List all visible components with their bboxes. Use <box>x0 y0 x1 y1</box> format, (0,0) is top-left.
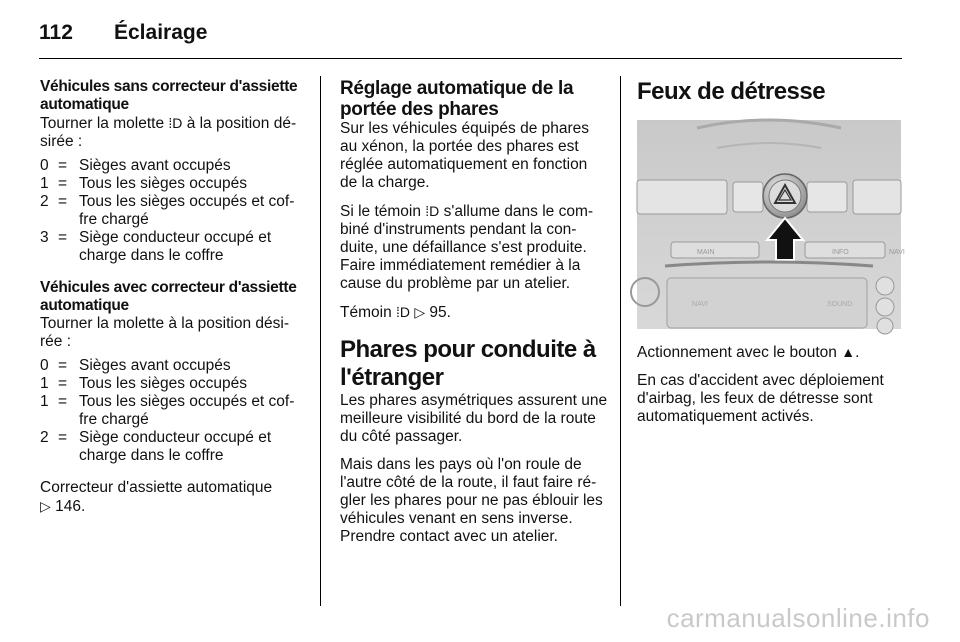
section-title-etranger: Phares pour conduite à l'étranger <box>340 336 596 391</box>
temoin-label: Témoin <box>340 304 392 321</box>
reference-page[interactable]: 146. <box>55 498 86 515</box>
column-divider-1 <box>320 76 321 606</box>
watermark: carmanualsonline.info <box>666 603 930 633</box>
hazard-button-photo <box>637 120 905 329</box>
navi-button-label: NAVI <box>889 249 905 256</box>
temoin-text-end: s'allume dans le com-biné d'instruments pendant la con-duite, une défaillance s'est produite. Faire immédiatement remédier à la cause du problème par un atelier. <box>340 203 594 292</box>
list-item-text: Sièges avant occupés <box>79 157 231 174</box>
reference-text: Correcteur d'assiette automatique <box>40 479 273 496</box>
list-item <box>40 193 305 229</box>
column-divider-2 <box>620 76 621 606</box>
hazard-triangle-icon: ▲ <box>841 344 856 360</box>
list-item <box>40 229 305 265</box>
paragraph-pays: Mais dans les pays où l'on roule de l'autre côté de la route, il faut faire ré-gler les phares pour ne pas éblouir les véhicules venant en sens inverse. Prendre contact avec un atelier. <box>340 456 603 545</box>
list-item <box>40 175 305 193</box>
sound-button-label: SOUND <box>827 301 853 308</box>
list-item-text: Tous les sièges occupés et cof-fre chargé <box>79 393 295 428</box>
list-item-eq: = <box>58 429 68 446</box>
chapter-title: Éclairage <box>114 21 208 44</box>
list-item-text: Siège conducteur occupé et charge dans le coffre <box>79 229 272 264</box>
paragraph-asymetriques: Les phares asymétriques assurent une meilleure visibilité du bord de la route du côté passager. <box>340 392 608 445</box>
list-item-num: 1 <box>40 175 49 192</box>
page-reference-icon: ▷ <box>40 498 51 514</box>
section-title-avec-correcteur: Véhicules avec correcteur d'assiette automatique <box>40 279 297 314</box>
main-button-label: MAIN <box>697 249 715 256</box>
caption-text: Actionnement avec le bouton <box>637 344 837 361</box>
list-item-eq: = <box>58 357 68 374</box>
list-item-eq: = <box>58 375 68 392</box>
paragraph-xenon: Sur les véhicules équipés de phares au xénon, la portée des phares est réglée automatiquement en fonction de la charge. <box>340 120 590 191</box>
list-item-num: 0 <box>40 157 49 174</box>
temoin-text: Si le témoin <box>340 203 421 220</box>
cross-reference <box>40 479 305 516</box>
list-item <box>40 429 305 465</box>
list-item-num: 0 <box>40 357 49 374</box>
list-item-num: 2 <box>40 193 49 210</box>
section-title-sans-correcteur: Véhicules sans correcteur d'assiette automatique <box>40 78 298 113</box>
headlamp-range-icon: ⁞D <box>425 203 440 219</box>
paragraph-airbag: En cas d'accident avec déploiement d'airbag, les feux de détresse sont automatiquement activés. <box>637 372 884 425</box>
section-title-reglage: Réglage automatique de la portée des phares <box>340 78 574 120</box>
headlamp-range-icon: ⁞D <box>168 115 183 131</box>
list-item <box>40 393 305 429</box>
paragraph-temoin <box>340 202 608 293</box>
header-rule <box>39 58 902 59</box>
navi-button-label: NAVI <box>692 301 708 308</box>
section-intro <box>40 114 305 151</box>
list-item-text: Siège conducteur occupé et charge dans le coffre <box>79 429 272 464</box>
list-item <box>40 357 305 375</box>
list-item-eq: = <box>58 157 68 174</box>
list-item-text: Tous les sièges occupés <box>79 375 248 392</box>
page-number: 112 <box>39 21 73 44</box>
list-item-num: 1 <box>40 375 49 392</box>
list-item-text: Tous les sièges occupés et cof-fre chargé <box>79 193 295 228</box>
column-3 <box>637 78 905 426</box>
list-item-num: 1 <box>40 393 49 410</box>
list-item-num: 2 <box>40 429 49 446</box>
info-button-label: INFO <box>832 249 849 256</box>
list-item-eq: = <box>58 229 68 246</box>
column-2 <box>340 78 608 546</box>
list-item-text: Sièges avant occupés <box>79 357 231 374</box>
page-reference-icon: ▷ <box>414 304 426 320</box>
column-1 <box>40 78 305 516</box>
photo-caption: Actionnement avec le bouton ▲. <box>637 344 860 361</box>
list-item-eq: = <box>58 393 68 410</box>
list-item-num: 3 <box>40 229 49 246</box>
list-item <box>40 375 305 393</box>
list-item-text: Tous les sièges occupés <box>79 175 248 192</box>
section-title-detresse: Feux de détresse <box>637 78 826 105</box>
position-list-2 <box>40 357 305 465</box>
section-intro-2: Tourner la molette à la position dési-rée : <box>40 315 289 350</box>
page-header <box>39 16 207 50</box>
list-item-eq: = <box>58 193 68 210</box>
temoin-reference <box>340 303 608 322</box>
list-item-eq: = <box>58 175 68 192</box>
intro-text: Tourner la molette <box>40 115 165 132</box>
reference-page[interactable]: 95. <box>429 304 451 321</box>
list-item <box>40 157 305 175</box>
intro-text-end: à la position dé-sirée : <box>40 115 297 150</box>
position-list-1 <box>40 157 305 265</box>
headlamp-range-icon: ⁞D <box>396 304 410 320</box>
